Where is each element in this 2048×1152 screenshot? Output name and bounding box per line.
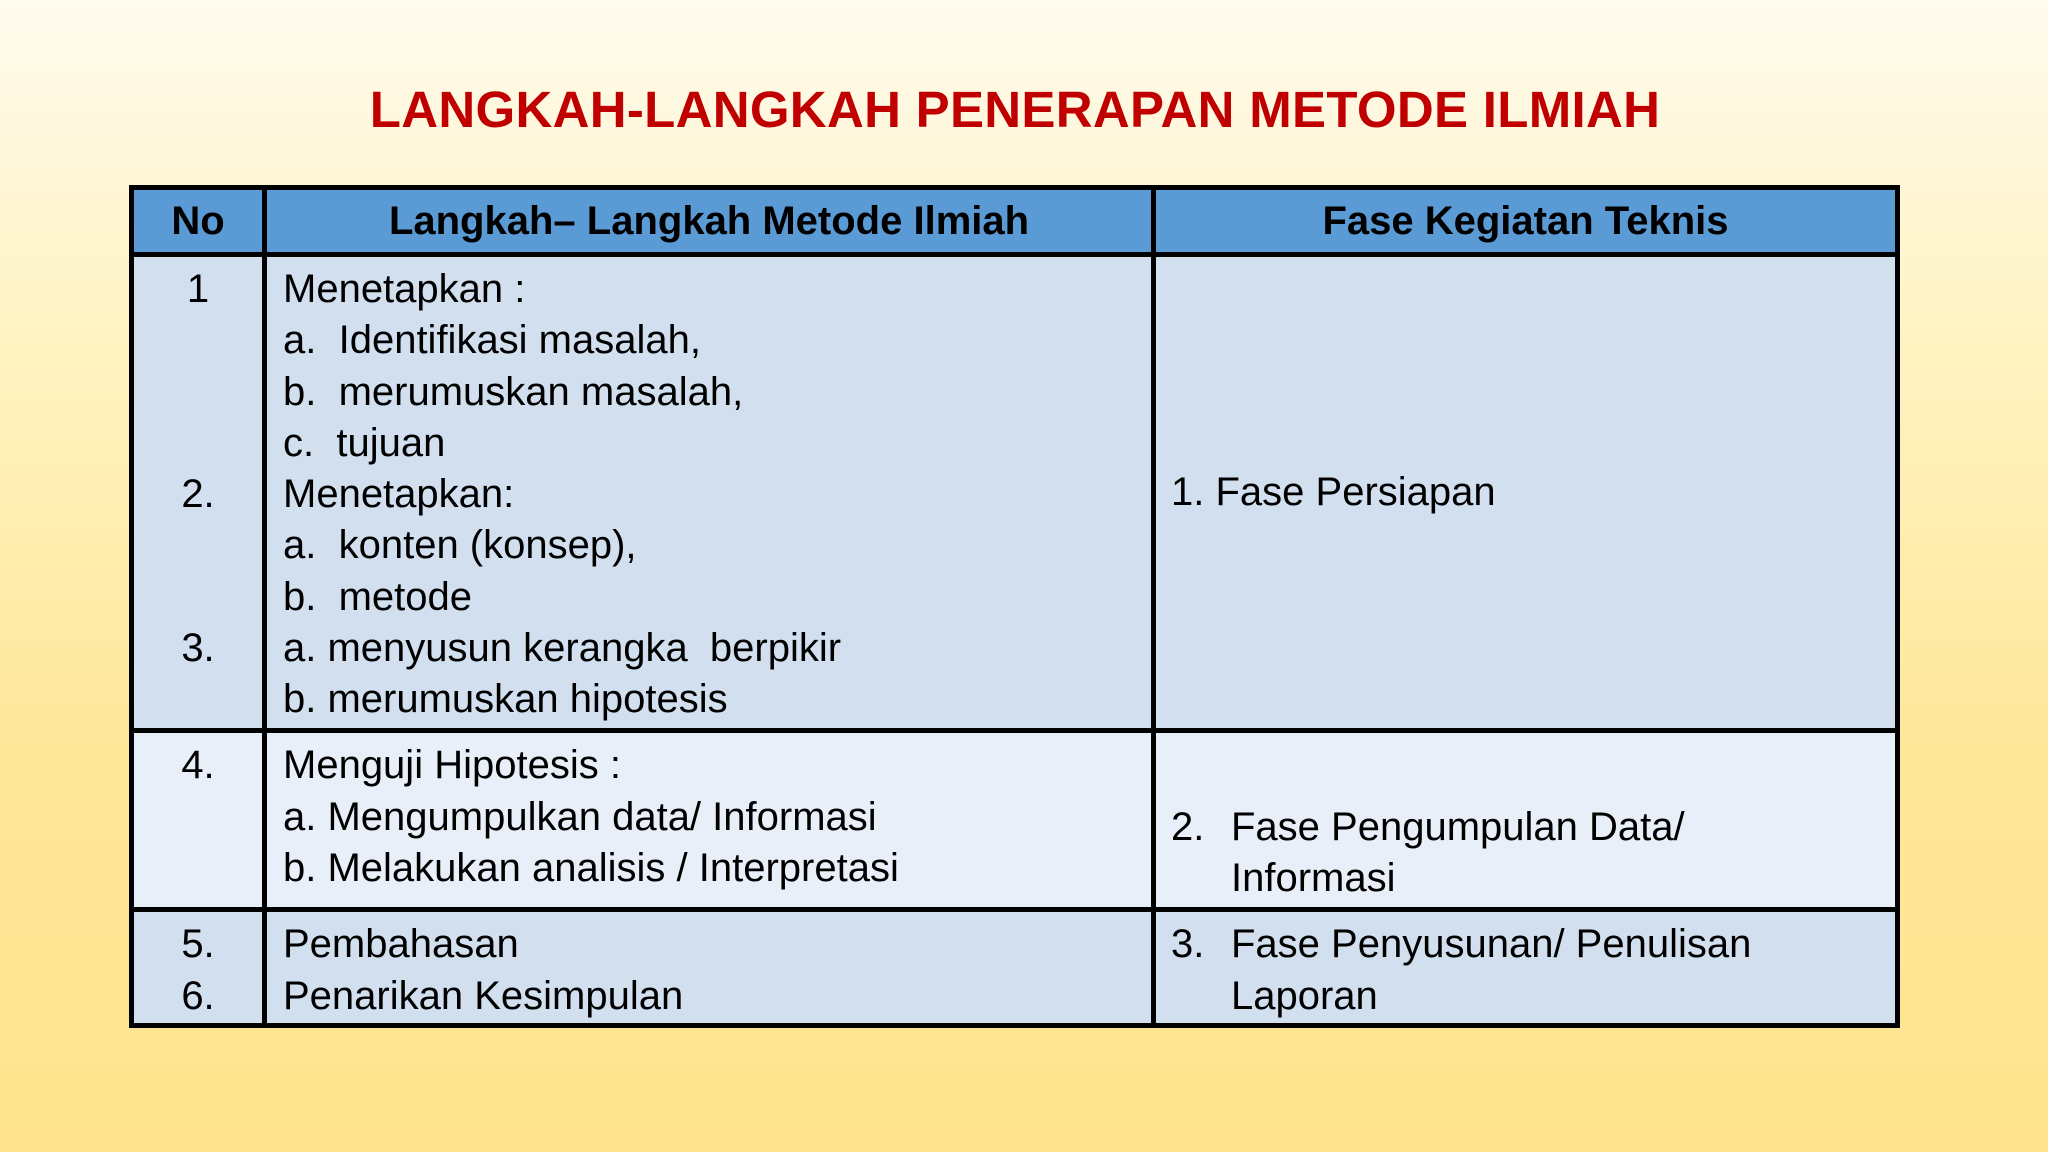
row-number: 3.	[181, 626, 215, 671]
step-line: b. merumuskan hipotesis	[283, 677, 728, 722]
step-line: a. menyusun kerangka berpikir	[283, 626, 842, 671]
table-row	[132, 255, 1898, 731]
row-number-cell	[132, 910, 265, 1026]
table-header-row	[132, 188, 1898, 255]
step-line: Menetapkan :	[283, 267, 526, 311]
row-number: 6.	[181, 973, 215, 1018]
phase-label: Fase Pengumpulan Data/	[1231, 804, 1685, 849]
step-cell	[265, 731, 1154, 910]
header-phase: Fase Kegiatan Teknis	[1154, 188, 1898, 255]
phase-label: Informasi	[1231, 856, 1396, 901]
step-line: Menetapkan:	[283, 472, 515, 517]
phase-cell	[1154, 731, 1898, 910]
step-cell	[265, 910, 1154, 1026]
step-line: a. Identifikasi masalah,	[283, 318, 701, 363]
header-no: No	[132, 188, 265, 255]
methods-table	[129, 185, 1900, 1028]
phase-cell	[1154, 255, 1898, 731]
phase-number: 3.	[1171, 922, 1205, 967]
step-line: Penarikan Kesimpulan	[283, 973, 684, 1018]
table-row	[132, 910, 1898, 1026]
phase-label: 1. Fase Persiapan	[1171, 470, 1496, 515]
row-number: 5.	[181, 922, 215, 967]
header-steps: Langkah– Langkah Metode Ilmiah	[265, 188, 1154, 255]
phase-cell	[1154, 910, 1898, 1026]
row-number: 2.	[181, 472, 215, 517]
row-number-cell	[132, 255, 265, 731]
step-line: Pembahasan	[283, 922, 519, 967]
step-line: b. merumuskan masalah,	[283, 369, 744, 414]
slide-title: LANGKAH-LANGKAH PENERAPAN METODE ILMIAH	[369, 81, 1661, 138]
phase-number: 2.	[1171, 804, 1205, 849]
step-cell	[265, 255, 1154, 731]
step-line: Menguji Hipotesis :	[283, 743, 621, 788]
phase-label: Laporan	[1231, 973, 1378, 1018]
step-line: c. tujuan	[283, 420, 446, 465]
step-line: a. Mengumpulkan data/ Informasi	[283, 794, 877, 839]
step-line: b. Melakukan analisis / Interpretasi	[283, 846, 899, 891]
step-line: a. konten (konsep),	[283, 523, 637, 568]
row-number: 1	[186, 267, 210, 311]
row-number-cell	[132, 731, 265, 910]
row-number: 4.	[181, 743, 215, 788]
step-line: b. metode	[283, 574, 473, 619]
phase-label: Fase Penyusunan/ Penulisan	[1231, 922, 1752, 967]
table-row	[132, 731, 1898, 910]
